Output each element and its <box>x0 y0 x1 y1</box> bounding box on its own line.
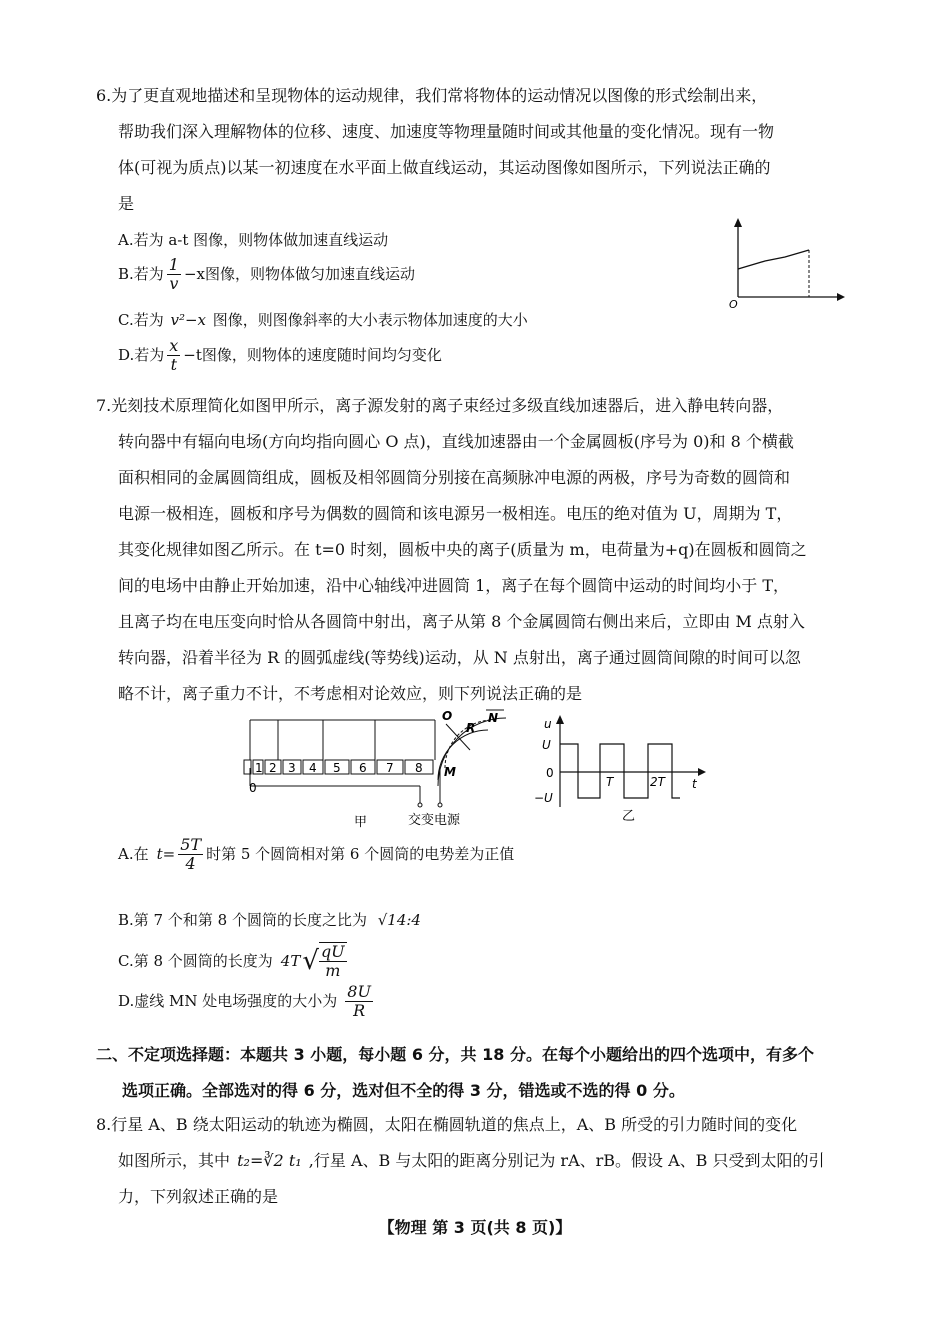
q6-line-3: 体(可视为质点)以某一初速度在水平面上做直线运动，其运动图像如图所示，下列说法正确的 <box>118 158 771 177</box>
q7-option-a-fraction <box>178 836 203 873</box>
q6-graph-line <box>738 250 809 269</box>
q6-option-d <box>118 333 442 377</box>
q7-wave-U: U <box>542 738 551 752</box>
q7-line-5: 其变化规律如图乙所示。在 t=0 时刻，圆板中央的离子(质量为 m，电荷量为+q)在圆板和圆筒之 <box>118 540 807 559</box>
q7-line-1: 7.光刻技术原理简化如图甲所示，离子源发射的离子束经过多级直线加速器后，进入静电转向器， <box>96 396 784 415</box>
q6-option-c-math: v²−x <box>170 311 207 329</box>
q7-option-a <box>118 830 514 878</box>
q6-line-2: 帮助我们深入理解物体的位移、速度、加速度等物理量随时间或其他量的变化情况。现有一物 <box>118 122 775 141</box>
q6-graph-origin: O <box>729 298 738 310</box>
q7-wave-u-label: u <box>544 717 552 731</box>
q7-option-c-fraction <box>319 942 347 980</box>
q6-option-d-suffix: −t图像，则物体的速度随时间均匀变化 <box>183 346 442 364</box>
q6-line-4: 是 <box>118 194 135 213</box>
q7-option-c-coef: 4T <box>280 952 301 970</box>
q7-fig-tube-label-8: 8 <box>415 761 423 775</box>
q7-wave-T: T <box>606 775 614 789</box>
q7-wave-t-label: t <box>692 777 697 791</box>
q6-option-d-num: x <box>169 335 179 355</box>
q6-option-c <box>118 310 528 330</box>
q7-wave-zero: 0 <box>546 766 554 780</box>
q7-option-d-num: 8U <box>347 981 371 1001</box>
q7-wave-2T: 2T <box>650 775 665 789</box>
q7-figure-accelerator <box>240 708 515 833</box>
q7-option-c-num: qU <box>320 942 345 961</box>
q7-fig-tube-label-6: 6 <box>359 761 367 775</box>
q6-option-b <box>118 252 415 296</box>
q7-fig-tube-label-5: 5 <box>333 761 341 775</box>
q7-line-2: 转向器中有辐向电场(方向均指向圆心 O 点)，直线加速器由一个金属圆板(序号为 0)和 8 个横截 <box>118 432 794 451</box>
page-footer: 【物理 第 3 页(共 8 页)】 <box>378 1218 572 1237</box>
q7-wave-u-arrow <box>556 715 564 724</box>
q7-line-4: 电源一极相连，圆板和序号为偶数的圆筒和该电源另一极相连。电压的绝对值为 U，周期为 T， <box>118 504 793 523</box>
q8-line-2-prefix: 如图所示，其中 <box>118 1151 231 1170</box>
q6-graph-x-arrow <box>837 293 845 301</box>
q6-option-c-suffix: 图像，则图像斜率的大小表示物体加速度的大小 <box>212 311 528 329</box>
q7-option-a-prefix: A.在 <box>118 845 149 863</box>
q7-fig-tube-label-7: 7 <box>386 761 394 775</box>
q6-graph-y-arrow <box>734 218 742 227</box>
q7-fig-terminal-2 <box>438 803 442 807</box>
q6-motion-graph <box>725 215 845 310</box>
q6-option-d-prefix: D.若为 <box>118 346 165 364</box>
q7-fig-tube-label-1: 1 <box>255 761 263 775</box>
q7-wave-signal <box>560 744 680 798</box>
q7-line-6: 间的电场中由静止开始加速，沿中心轴线冲进圆筒 1，离子在每个圆筒中运动的时间均小于 T， <box>118 576 790 595</box>
q7-wave-t-arrow <box>698 768 706 776</box>
q6-option-b-suffix: −x图像，则物体做匀加速直线运动 <box>183 265 416 283</box>
q7-option-d-prefix: D.虚线 MN 处电场强度的大小为 <box>118 992 338 1010</box>
q7-option-b <box>118 910 421 930</box>
section2-heading-line-2: 选项正确。全部选对的得 6 分，选对但不全的得 3 分，错选或不选的得 0 分。 <box>122 1081 685 1100</box>
q6-option-d-den: t <box>170 354 177 374</box>
q6-option-b-num: 1 <box>168 254 179 274</box>
q7-fig-label-jia: 甲 <box>354 815 368 830</box>
q7-fig-tube-label-3: 3 <box>288 761 296 775</box>
q7-wave-label-yi: 乙 <box>622 809 636 824</box>
q7-figure-waveform <box>530 712 710 827</box>
section2-heading-line-1: 二、不定项选择题：本题共 3 小题，每小题 6 分，共 18 分。在每个小题给出的四个选项中，有多个 <box>96 1045 814 1064</box>
q7-line-7: 且离子均在电压变向时恰从各圆筒中射出，离子从第 8 个金属圆筒右侧出来后，立即由 M 点射入 <box>118 612 805 631</box>
q6-option-b-fraction <box>167 256 181 293</box>
q8-line-2 <box>118 1151 825 1171</box>
q7-fig-power-label: 交变电源 <box>408 813 461 828</box>
q8-line-2-suffix: ,行星 A、B 与太阳的距离分别记为 rA、rB。假设 A、B 只受到太阳的引 <box>308 1151 825 1170</box>
q7-option-c-prefix: C.第 8 个圆筒的长度为 <box>118 952 273 970</box>
q7-option-a-num: 5T <box>180 834 202 854</box>
q7-fig-tube-label-2: 2 <box>269 761 277 775</box>
q7-fig-O: O <box>442 709 453 723</box>
q7-line-3: 面积相同的金属圆筒组成，圆板及相邻圆筒分别接在高频脉冲电源的两极，序号为奇数的圆筒和 <box>118 468 791 487</box>
q6-option-a: A.若为 a-t 图像，则物体做加速直线运动 <box>118 231 389 249</box>
q8-line-3: 力，下列叙述正确的是 <box>118 1187 279 1206</box>
q7-option-d <box>118 978 376 1024</box>
q6-option-b-den: v <box>169 273 179 293</box>
q7-fig-N: N <box>488 711 499 725</box>
q7-option-a-t: t= <box>156 845 176 863</box>
q7-fig-zero: 0 <box>249 781 257 795</box>
q8-line-1: 8.行星 A、B 绕太阳运动的轨迹为椭圆，太阳在椭圆轨道的焦点上，A、B 所受的引力随时间的变化 <box>96 1115 798 1134</box>
q7-option-d-fraction <box>345 983 373 1020</box>
q7-option-a-suffix: 时第 5 个圆筒相对第 6 个圆筒的电势差为正值 <box>206 845 515 863</box>
q7-fig-R: R <box>466 721 476 735</box>
q7-fig-tube-label-4: 4 <box>309 761 317 775</box>
q7-fig-M: M <box>444 765 456 779</box>
q7-option-c-den: m <box>325 961 341 980</box>
q7-option-d-den: R <box>353 1000 366 1020</box>
q7-option-c-radical-icon: √ <box>302 946 319 976</box>
q7-line-8: 转向器，沿着半径为 R 的圆弧虚线(等势线)运动，从 N 点射出，离子通过圆筒间隙的时间可以忽 <box>118 648 801 667</box>
q7-wave-negU: −U <box>534 791 553 805</box>
q6-option-b-prefix: B.若为 <box>118 265 164 283</box>
q6-option-d-fraction <box>167 337 180 374</box>
q6-line-1: 6.为了更直观地描述和呈现物体的运动规律，我们常将物体的运动情况以图像的形式绘制出来， <box>96 86 768 105</box>
q7-option-b-prefix: B.第 7 个和第 8 个圆筒的长度之比为 <box>118 911 367 929</box>
q6-option-c-prefix: C.若为 <box>118 311 164 329</box>
q8-line-2-math: t₂=∛2 t₁ <box>237 1151 302 1170</box>
q7-option-a-den: 4 <box>185 853 196 873</box>
q7-option-b-math: √14:4 <box>377 911 421 929</box>
q7-line-9: 略不计，离子重力不计，不考虑相对论效应，则下列说法正确的是 <box>118 684 583 703</box>
q7-fig-terminal-1 <box>418 803 422 807</box>
